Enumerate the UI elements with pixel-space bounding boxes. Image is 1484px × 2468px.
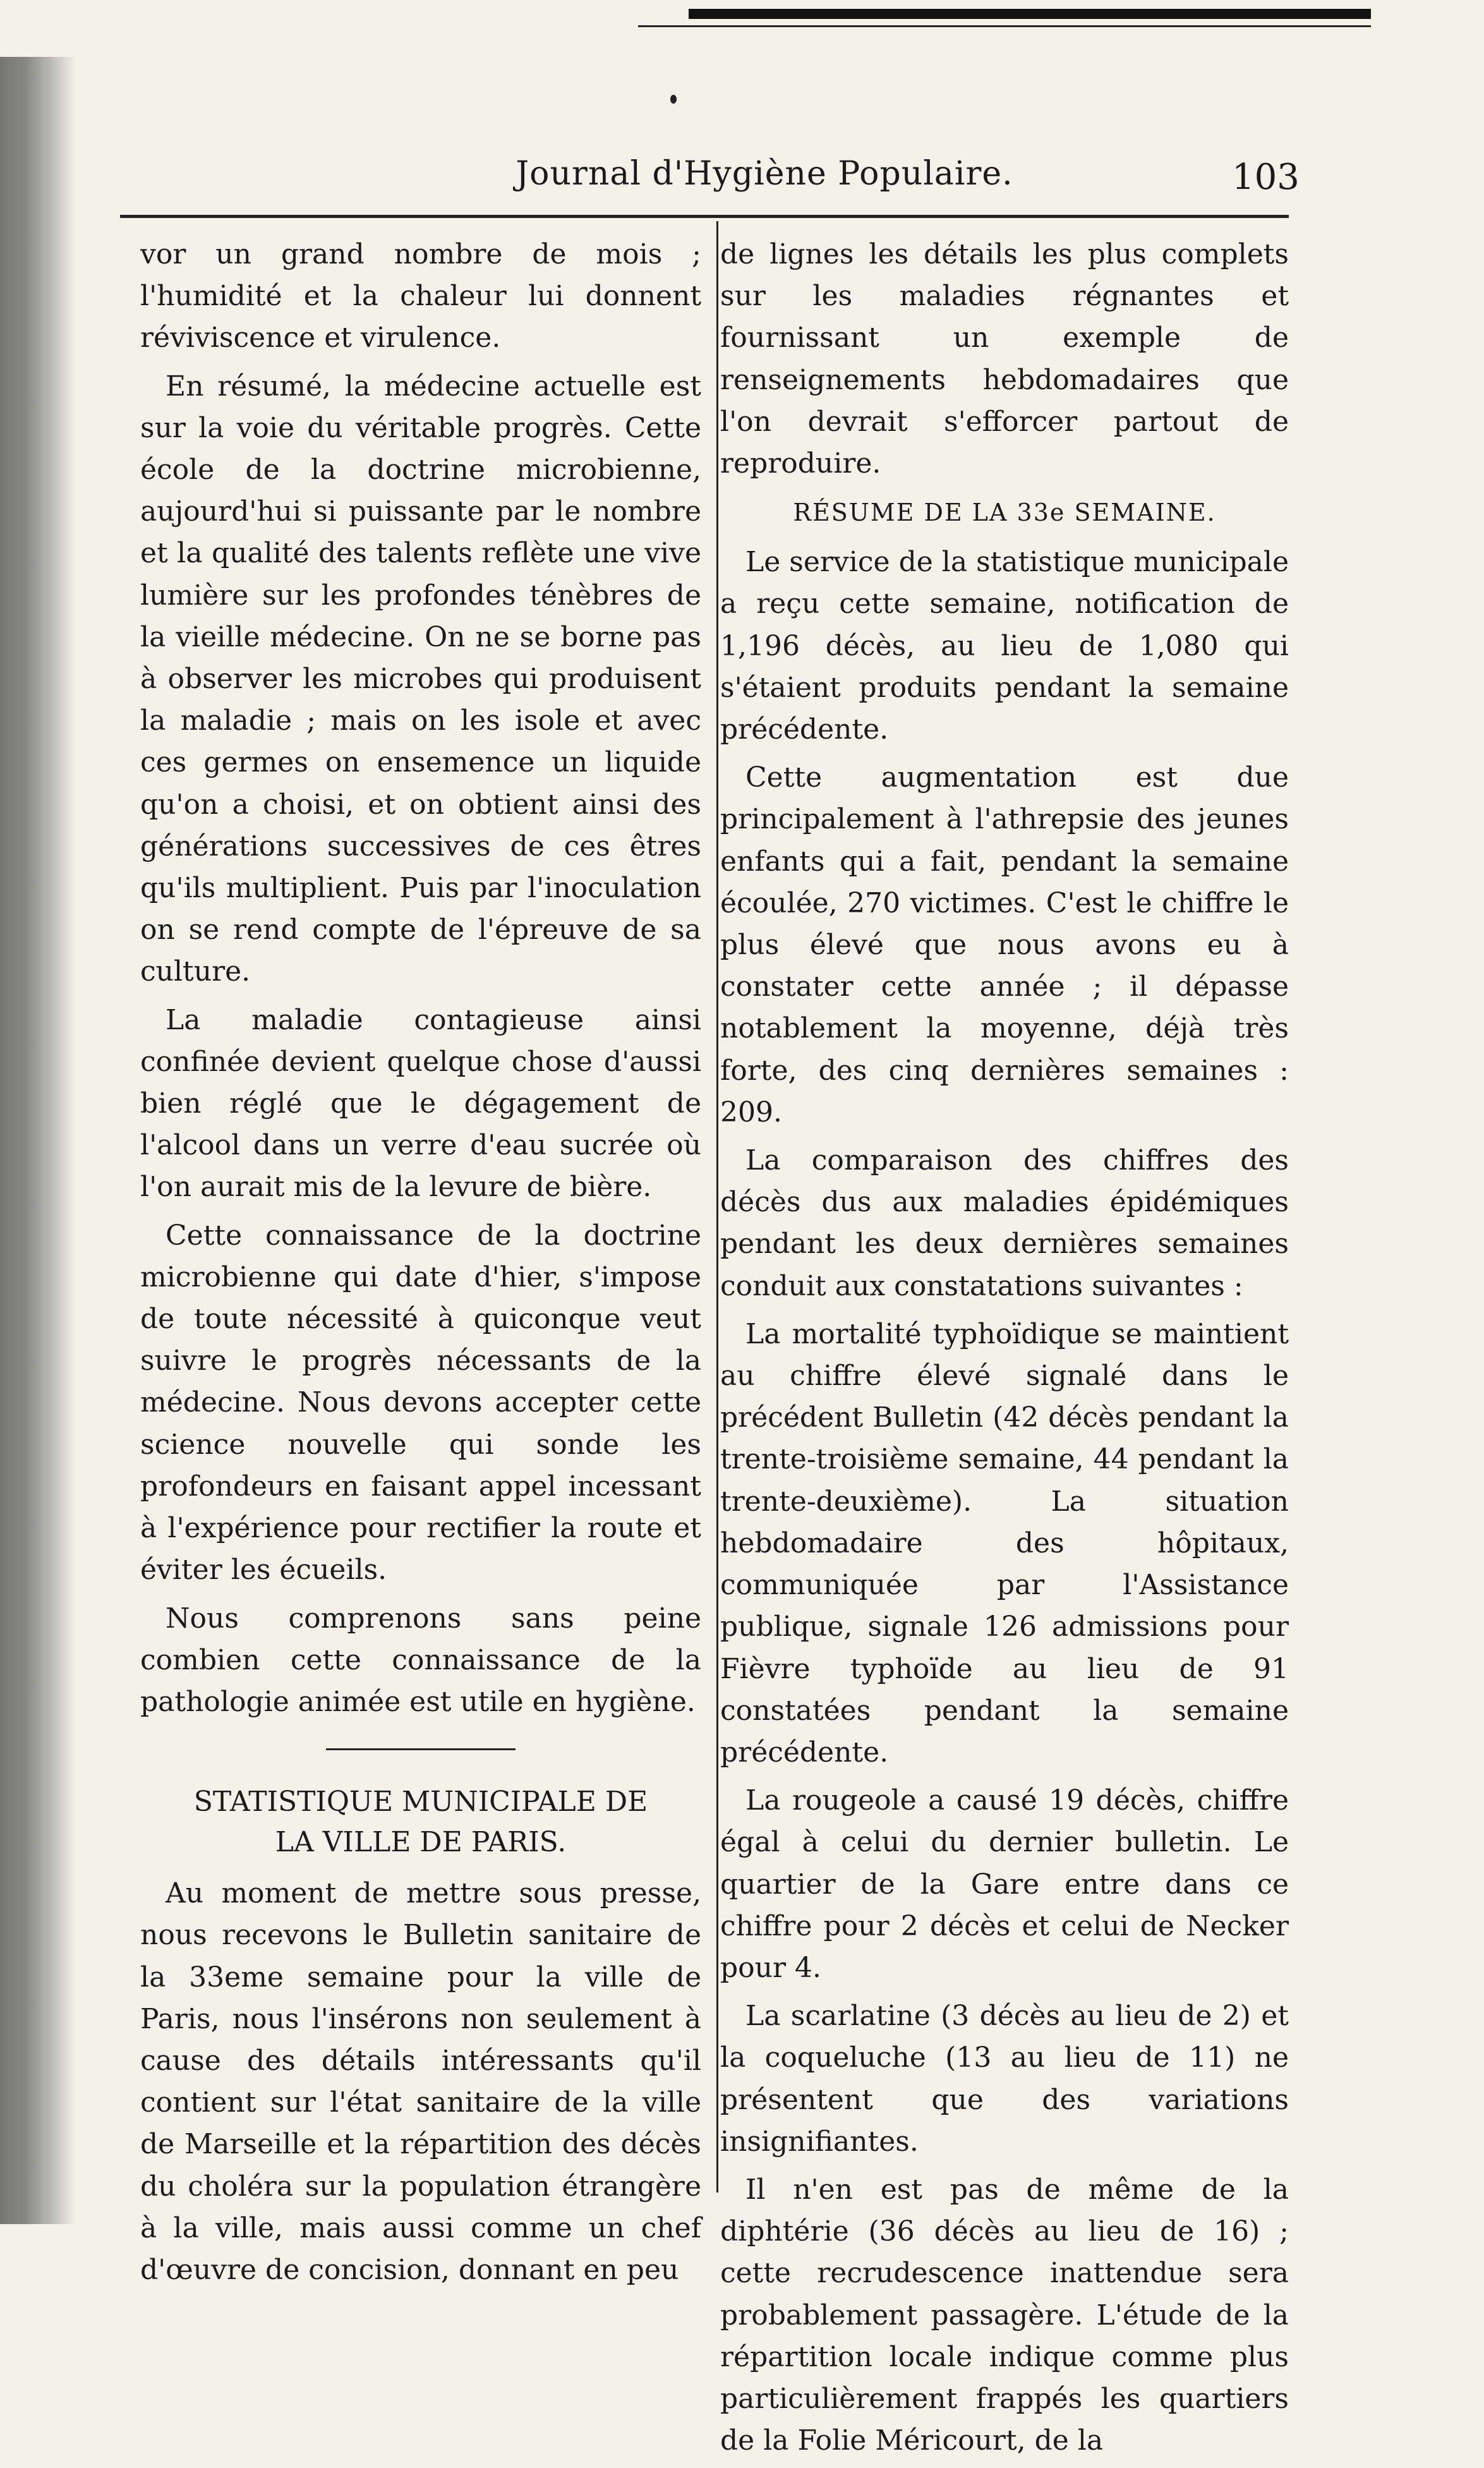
paragraph: La comparaison des chiffres des décès dus aux maladies épidémiques pendant les deux dernières semaines conduit aux constatations suivantes :	[720, 1144, 1289, 1302]
binding-edge-shadow	[0, 57, 76, 2224]
paragraph: La maladie contagieuse ainsi confinée devient quelque chose d'aussi bien réglé que le dégagement de l'alcool dans un verre d'eau sucrée où l'on aurait mis de la levure de bière.	[140, 1003, 701, 1204]
page-number: 103	[1232, 157, 1300, 198]
paragraph: En résumé, la médecine actuelle est sur la voie du véritable progrès. Cette école de la doctrine microbienne, aujourd'hui si puissante par le nombre et la qualité des talents reflète une vive lumière sur les profondes ténèbres de la vieille médecine. On ne se borne pas à observer les microbes qui produisent la maladie ; mais on les isole et avec ces germes on ensemence un liquide qu'on a choisi, et on obtient ainsi des générations successives de ces êtres qu'ils multiplient. Puis par l'inoculation on se rend compte de l'épreuve de sa culture.	[140, 370, 701, 988]
section-divider	[326, 1748, 516, 1750]
section-title-line-1: STATISTIQUE MUNICIPALE DE	[193, 1786, 648, 1818]
section-subheading: RÉSUME DE LA 33e SEMAINE.	[793, 499, 1216, 527]
paragraph: La rougeole a causé 19 décès, chiffre égal à celui du dernier bulletin. Le quartier de la Gare entre dans ce chiffre pour 2 décès et celui de Necker pour 4.	[720, 1784, 1289, 1984]
top-print-rule	[689, 9, 1371, 19]
paragraph: Le service de la statistique municipale a reçu cette semaine, notification de 1,196 décès, au lieu de 1,080 qui s'étaient produits pendant la semaine précédente.	[720, 546, 1289, 746]
paragraph: Cette connaissance de la doctrine microbienne qui date d'hier, s'impose de toute nécessité à quiconque veut suivre le progrès nécessants de la médecine. Nous devons accepter cette science nouvelle qui sonde les profondeurs en faisant appel incessant à l'expérience pour rectifier la route et éviter les écueils.	[140, 1219, 701, 1587]
header-rule	[120, 215, 1289, 218]
top-thin-rule	[638, 25, 1371, 27]
paragraph: La mortalité typhoïdique se maintient au chiffre élevé signalé dans le précédent Bulletin (42 décès pendant la trente-troisième semaine, 44 pendant la trente-deuxième). La situation hebdomadaire des hôpitaux, communiquée par l'Assistance publique, signale 126 admissions pour Fièvre typhoïde au lieu de 91 constatées pendant la semaine précédente.	[720, 1317, 1289, 1769]
running-head: Journal d'Hygiène Populaire.	[516, 155, 1013, 193]
paragraph: vor un grand nombre de mois ; l'humidité et la chaleur lui donnent réviviscence et virulence.	[140, 238, 701, 354]
paragraph: Cette augmentation est due principalement à l'athrepsie des jeunes enfants qui a fait, pendant la semaine écoulée, 270 victimes. C'est le chiffre le plus élevé que nous avons eu à constater cette année ; il dépasse notablement la moyenne, déjà très forte, des cinq dernières semaines : 209.	[720, 761, 1289, 1128]
paragraph: La scarlatine (3 décès au lieu de 2) et la coqueluche (13 au lieu de 11) ne présentent que des variations insignifiantes.	[720, 2000, 1289, 2158]
paragraph: de lignes les détails les plus complets sur les maladies régnantes et fournissant un exemple de renseignements hebdomadaires que l'on devrait s'efforcer partout de reproduire.	[720, 238, 1289, 480]
section-title-line-2: LA VILLE DE PARIS.	[275, 1826, 567, 1859]
paragraph: Nous comprenons sans peine combien cette connaissance de la pathologie animée est utile en hygiène.	[140, 1602, 701, 1718]
column-separator	[716, 221, 718, 2193]
paragraph: Il n'en est pas de même de la diphtérie (36 décès au lieu de 16) ; cette recrudescence inattendue sera probablement passagère. L'étude de la répartition locale indique comme plus particulièrement frappés les quartiers de la Folie Méricourt, de la	[720, 2173, 1289, 2457]
paragraph: Au moment de mettre sous presse, nous recevons le Bulletin sanitaire de la 33eme semaine pour la ville de Paris, nous l'insérons non seulement à cause des détails intéressants qu'il contient sur l'état sanitaire de la ville de Marseille et la répartition des décès du choléra sur la population étrangère à la ville, mais aussi comme un chef d'œuvre de concision, donnant en peu	[140, 1877, 701, 2286]
section-title	[140, 1782, 701, 1863]
right-column	[720, 234, 1289, 2468]
left-column	[140, 234, 701, 2297]
ink-dot	[670, 95, 677, 104]
